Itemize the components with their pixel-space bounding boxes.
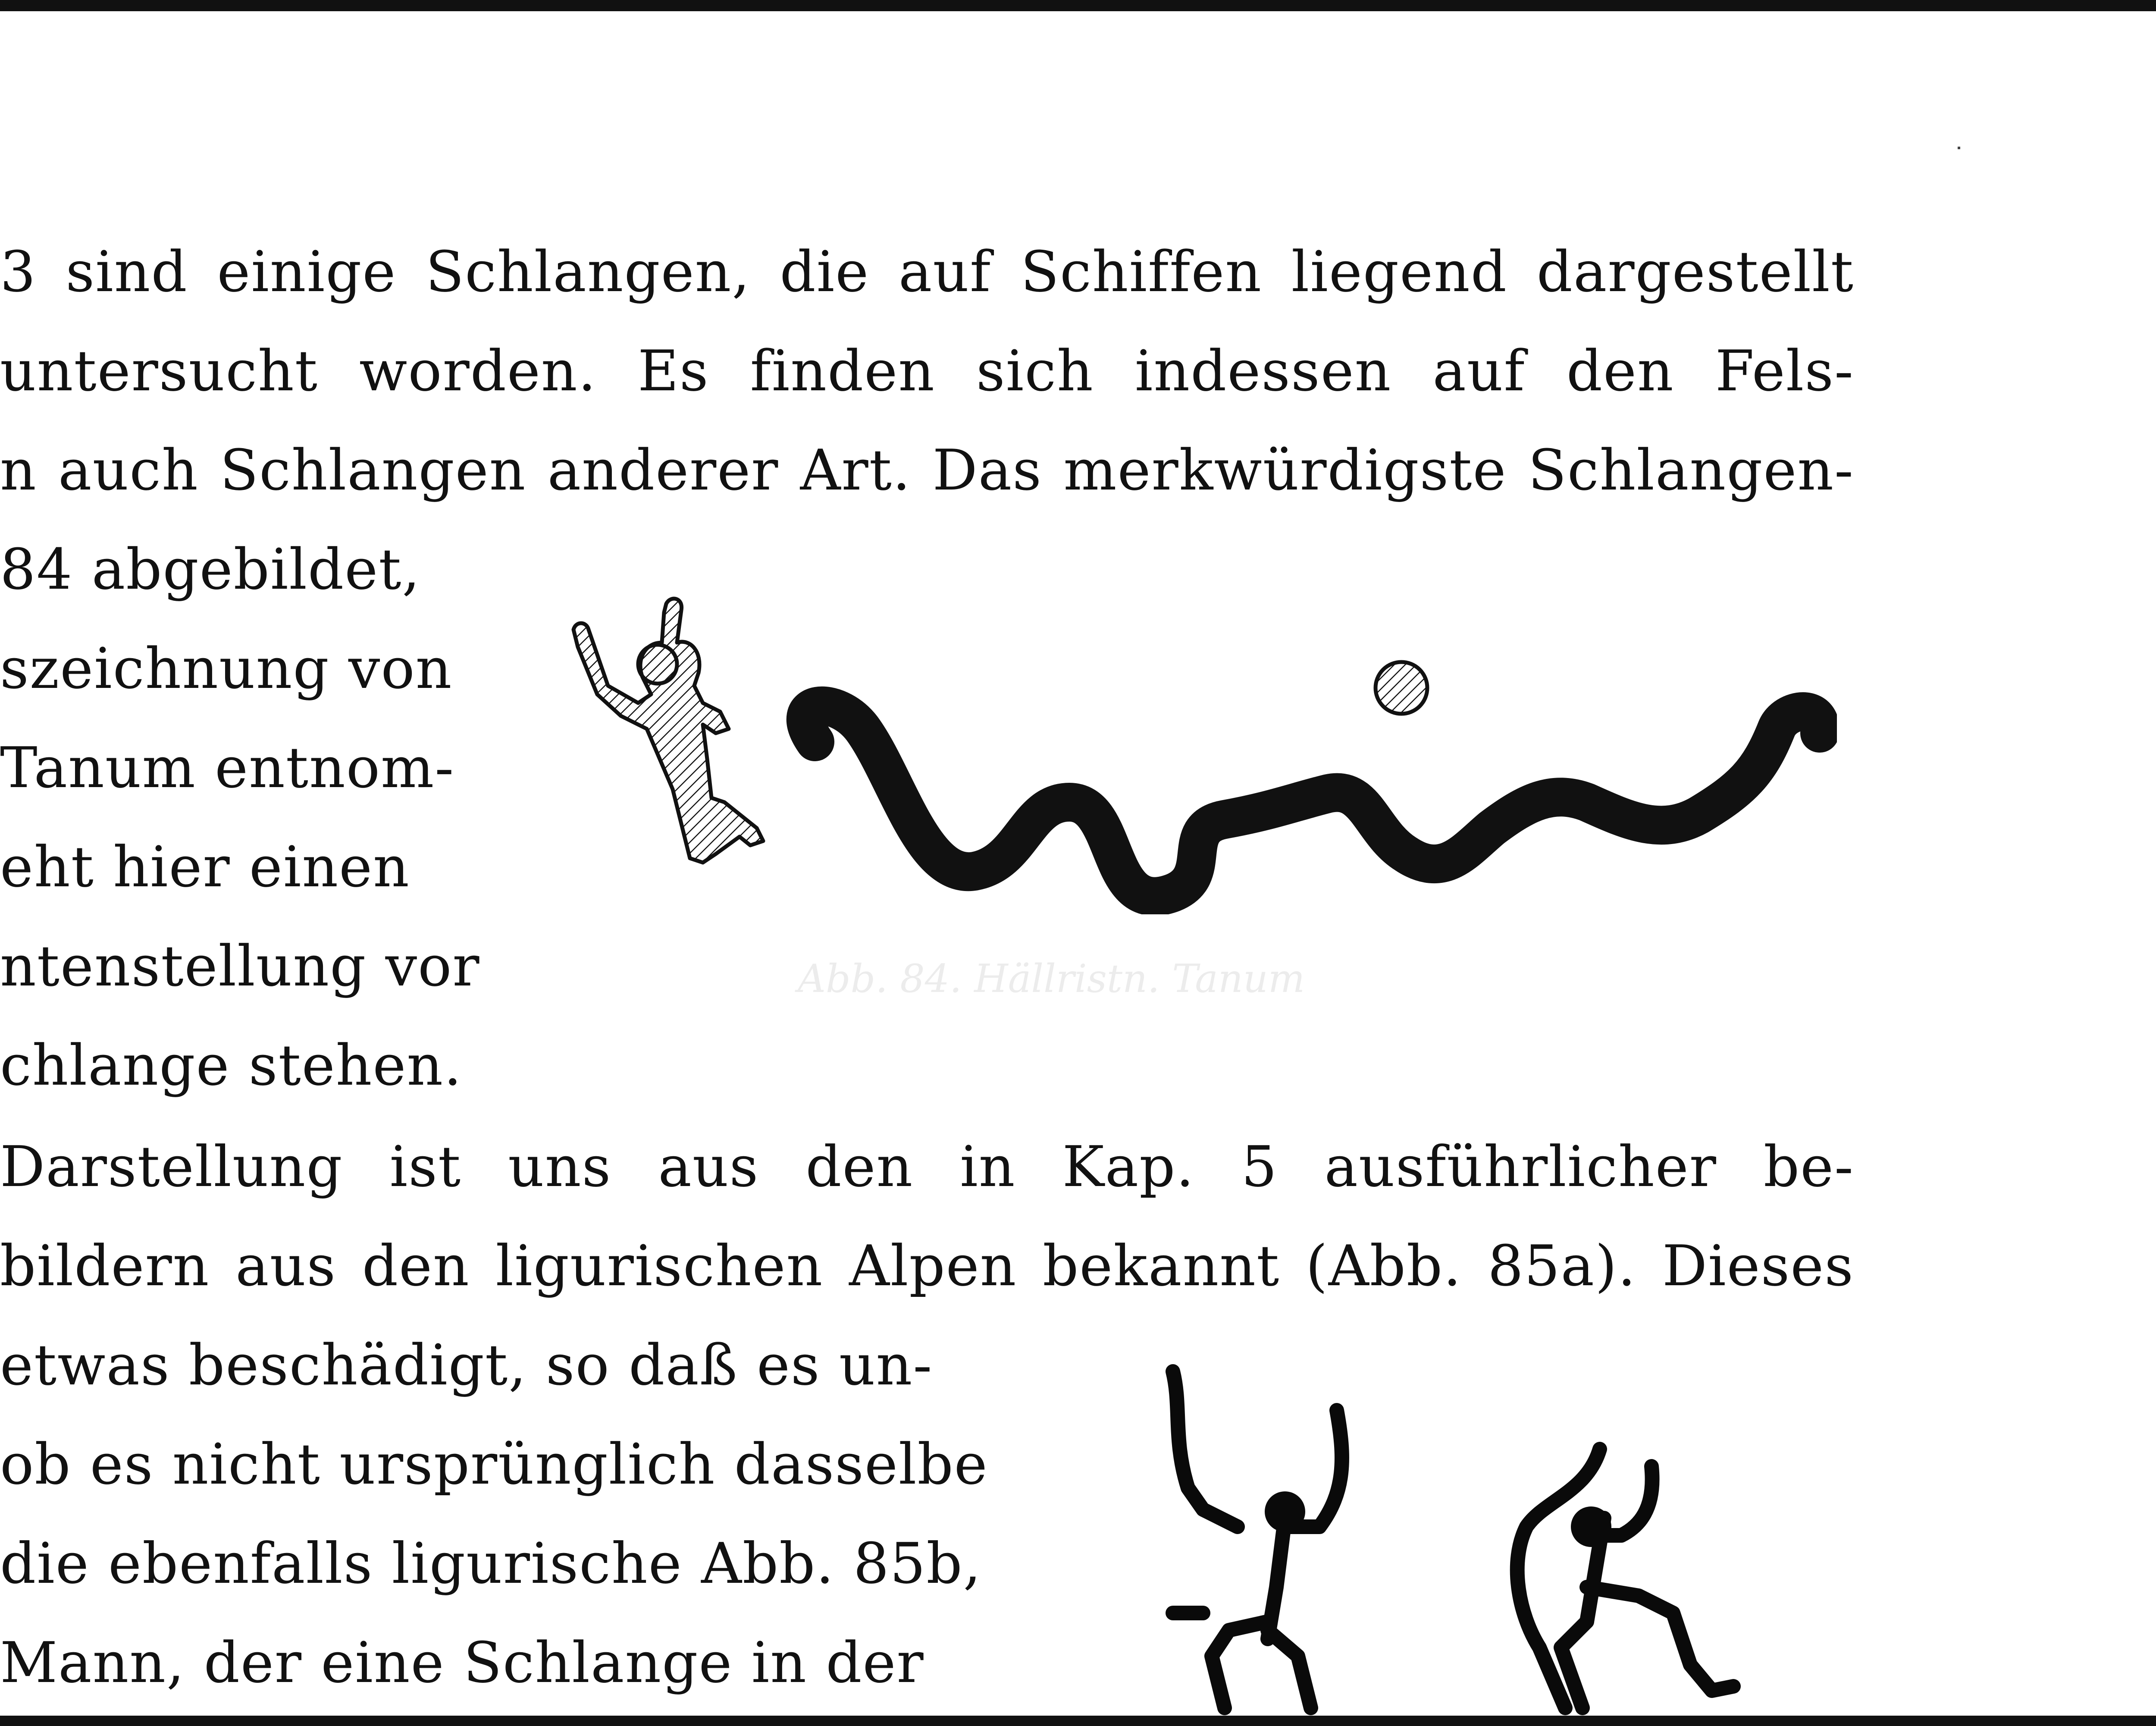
snake-icon (806, 706, 1820, 897)
text-line-6: Tanum entnom- (0, 735, 455, 800)
text-line-2: untersucht worden. Es finden sich indessen auf den Fels- (0, 338, 1854, 404)
human-figure-right-icon (1517, 1449, 1733, 1708)
text-line-10: Darstellung ist uns aus den in Kap. 5 ausführlicher be- (0, 1134, 1854, 1199)
human-figure-left-icon (1173, 1371, 1342, 1708)
text-line-12: etwas beschädigt, so daß es un- (0, 1332, 933, 1398)
text-line-4: 84 abgebildet, (0, 537, 421, 602)
text-line-11: bildern aus den ligurischen Alpen bekannt (Abb. 85a). Dieses (0, 1233, 1854, 1299)
text-line-1: 3 sind einige Schlangen, die auf Schiffen liegend dargestellt (0, 239, 1854, 304)
figure-84 (561, 587, 1837, 914)
figure-84-drawing (561, 587, 1837, 914)
text-line-3: n auch Schlangen anderer Art. Das merkwürdigste Schlangen- (0, 437, 1854, 503)
text-line-9: chlange stehen. (0, 1032, 463, 1098)
human-figure-icon (573, 599, 763, 863)
figure-85-drawing (1156, 1346, 1846, 1717)
text-line-7: eht hier einen (0, 834, 410, 900)
top-border (0, 0, 2156, 11)
text-line-15: Mann, der eine Schlange in der (0, 1630, 924, 1695)
speck-mark (1958, 147, 1960, 149)
text-line-13: ob es nicht ursprünglich dasselbe (0, 1431, 988, 1497)
figure-84-caption: Abb. 84. Hällristn. Tanum (798, 956, 1305, 1001)
text-line-5: szeichnung von (0, 636, 453, 701)
bottom-border (0, 1716, 2156, 1726)
dot-icon (1376, 662, 1427, 714)
figure-85 (1156, 1346, 1846, 1717)
text-line-14: die ebenfalls ligurische Abb. 85b, (0, 1531, 982, 1596)
text-line-8: ntenstellung vor (0, 933, 480, 999)
